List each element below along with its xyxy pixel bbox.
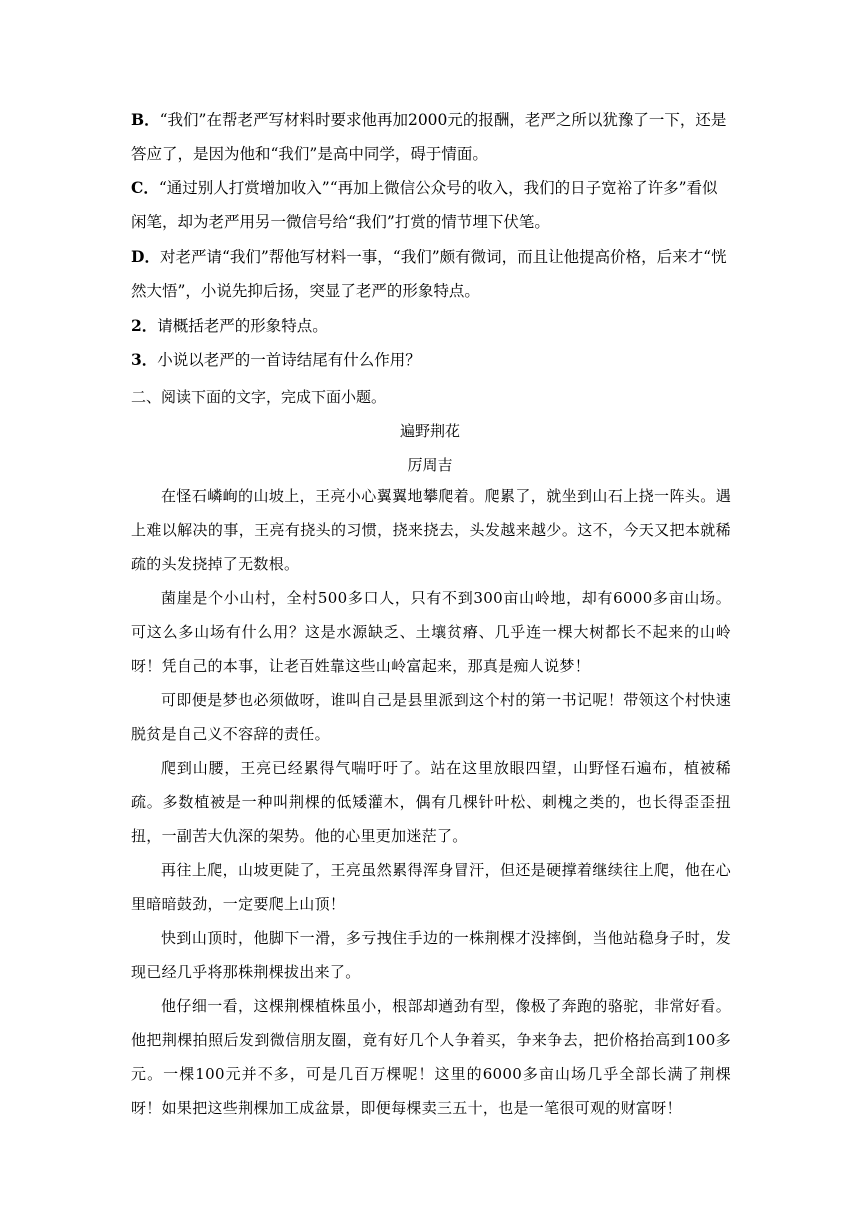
question-number: 2． — [131, 316, 158, 335]
option-c — [131, 171, 731, 239]
option-letter: C． — [131, 178, 159, 197]
article-paragraph: 菌崖是个小山村，全村500多口人，只有不到300亩山岭地，却有6000多亩山场。可这么多山场有什么用？这是水源缺乏、土壤贫瘠、几乎连一棵大树都长不起来的山岭呀！凭自己的本事，让老百姓靠这些山岭富起来，那真是痴人说梦！ — [131, 589, 731, 675]
option-b — [131, 103, 731, 171]
article-paragraph: 再往上爬，山坡更陡了，王亮虽然累得浑身冒汗，但还是硬撑着继续往上爬，他在心里暗暗鼓劲，一定要爬上山顶！ — [131, 861, 731, 913]
article-paragraph: 他仔细一看，这棵荆棵植株虽小，根部却遒劲有型，像极了奔跑的骆驼，非常好看。他把荆棵拍照后发到微信朋友圈，竟有好几个人争着买，争来争去，把价格抬高到100多元。一棵100元并不多，可是几百万棵呢！这里的6000多亩山场几乎全部长满了荆棵呀！如果把这些荆棵加工成盆景，即便每棵卖三五十，也是一笔很可观的财富呀！ — [131, 997, 731, 1117]
question-number: 3． — [131, 350, 158, 369]
option-letter: D． — [131, 247, 160, 266]
section-heading: 二、阅读下面的文字，完成下面小题。 — [131, 388, 387, 406]
question-text: 小说以老严的一首诗结尾有什么作用？ — [157, 351, 421, 369]
option-text: 对老严请“我们”帮他写材料一事，“我们”颇有微词，而且让他提高价格，后来才“恍然大悟”，小说先抑后扬，突显了老严的形象特点。 — [131, 248, 727, 300]
question-text: 请概括老严的形象特点。 — [157, 317, 328, 335]
article-paragraph: 可即便是梦也必须做呀，谁叫自己是县里派到这个村的第一书记呢！带领这个村快速脱贫是自己义不容辞的责任。 — [131, 691, 731, 743]
option-text: “通过别人打赏增加收入”“再加上微信公众号的收入，我们的日子宽裕了许多”看似闲笔，却为老严用另一微信号给“我们”打赏的情节埋下伏笔。 — [131, 179, 718, 231]
option-letter: B． — [131, 110, 160, 129]
option-d — [131, 240, 731, 308]
option-text: “我们”在帮老严写材料时要求他再加2000元的报酬，老严之所以犹豫了一下，还是答应了，是因为他和“我们”是高中同学，碍于情面。 — [131, 111, 727, 163]
article-body — [131, 479, 731, 1125]
question-3 — [131, 343, 731, 377]
question-2 — [131, 309, 731, 343]
article-title: 遍野荆花 — [399, 422, 460, 440]
article-paragraph: 快到山顶时，他脚下一滑，多亏拽住手边的一株荆棵才没摔倒，当他站稳身子时，发现已经几乎将那株荆棵拔出来了。 — [131, 929, 731, 981]
article-author: 厉周吉 — [407, 456, 453, 474]
article-paragraph: 在怪石嶙峋的山坡上，王亮小心翼翼地攀爬着。爬累了，就坐到山石上挠一阵头。遇上难以解决的事，王亮有挠头的习惯，挠来挠去，头发越来越少。这不，今天又把本就稀疏的头发挠掉了无数根。 — [131, 487, 731, 573]
article-paragraph: 爬到山腰，王亮已经累得气喘吁吁了。站在这里放眼四望，山野怪石遍布，植被稀疏。多数植被是一种叫荆棵的低矮灌木，偶有几棵针叶松、刺槐之类的，也长得歪歪扭扭，一副苦大仇深的架势。他的心里更加迷茫了。 — [131, 759, 731, 845]
